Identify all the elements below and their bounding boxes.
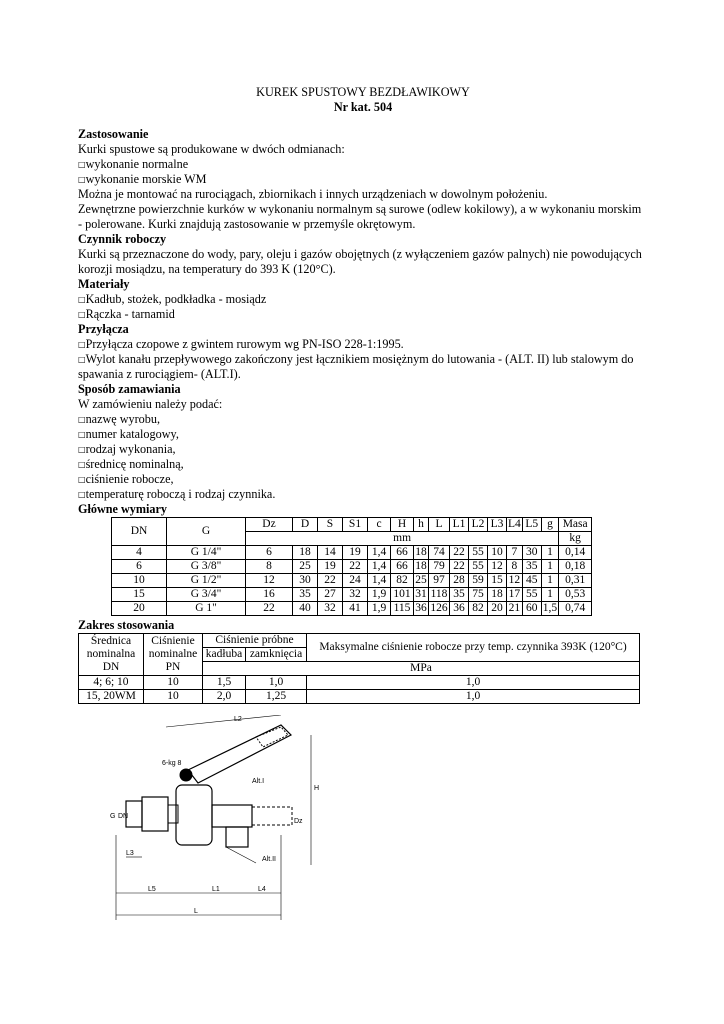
table-row [112, 588, 592, 602]
table-cell: 10 [144, 690, 203, 704]
label-h: H [314, 785, 320, 792]
list-item: □ Rączka - tarnamid [78, 307, 648, 322]
label-l4: L4 [258, 886, 266, 893]
table-cell: 22 [450, 560, 469, 574]
header-max: Maksymalne ciśnienie robocze przy temp. czynnika 393K (120°C) [307, 634, 640, 662]
heading-zakres: Zakres stosowania [78, 618, 175, 632]
table-cell: 8 [246, 560, 293, 574]
label-l1: L1 [212, 886, 220, 893]
table-cell: 18 [415, 546, 427, 558]
header-cell: L5 [522, 518, 541, 532]
table-row [112, 574, 592, 588]
header-cell: L1 [450, 518, 469, 532]
header-cell: L3 [488, 518, 507, 532]
unit-kg: kg [559, 532, 592, 546]
table-row [112, 560, 592, 574]
valve-technical-drawing [106, 715, 326, 925]
table-cell: 15 [488, 574, 507, 588]
table-cell: 101 [391, 588, 414, 602]
table-cell: 14 [318, 546, 343, 560]
table-row [112, 602, 592, 616]
table-cell: 1,5 [203, 676, 246, 690]
table-cell: 6 [246, 546, 293, 560]
range-table [78, 633, 640, 704]
table-cell: 1,25 [246, 690, 307, 704]
document-page [78, 0, 648, 704]
header-cell: g [541, 518, 558, 532]
table-cell: 66 [391, 546, 414, 560]
table-cell: 19 [343, 546, 368, 560]
table-cell: 4; 6; 10 [79, 676, 144, 690]
heading-czynnik: Czynnik roboczy [78, 232, 167, 246]
table-cell: 7 [507, 546, 523, 560]
table-cell: 28 [450, 574, 469, 588]
table-cell: 12 [507, 574, 523, 588]
table-cell: 22 [343, 560, 368, 574]
table-row [112, 546, 592, 560]
table-cell: 0,53 [559, 588, 592, 602]
table-cell: 0,14 [559, 546, 592, 560]
table-cell: 19 [318, 560, 343, 574]
table-cell: 15 [112, 588, 167, 602]
table-cell: 1,5 [542, 602, 558, 614]
table-cell: 22 [246, 602, 293, 616]
list-item: □ Przyłącza czopowe z gwintem rurowym wg PN-ISO 228-1:1995. [78, 337, 648, 352]
table-cell: 66 [391, 560, 414, 574]
table-cell: G 3/4" [167, 588, 246, 602]
table-cell: 1 [541, 560, 558, 574]
list-item: □ Wylot kanału przepływowego zakończony jest łącznikiem mosiężnym do lutowania - (ALT. II) lub stalowym do spawania z rurociągiem- (ALT.I). [78, 352, 648, 382]
table-cell: 60 [522, 602, 541, 616]
table-cell: 0,18 [559, 560, 592, 574]
header-zamkniecia: zamknięcia [246, 648, 307, 662]
table-cell: 35 [450, 588, 469, 602]
header-cell: L4 [508, 518, 521, 530]
table-cell: 36 [415, 602, 427, 614]
table-cell: 1 [541, 546, 558, 560]
table-row [79, 690, 640, 704]
label-l3: L3 [126, 850, 134, 857]
table-cell: 18 [488, 588, 507, 602]
table-cell: 12 [488, 560, 507, 574]
table-cell: 6 [112, 560, 167, 574]
table-cell: 55 [469, 546, 488, 560]
table-cell: 1,0 [307, 676, 640, 690]
unit-mm: mm [246, 532, 559, 546]
table-cell: 126 [430, 602, 448, 614]
label-l2: L2 [234, 716, 242, 723]
table-cell: 97 [429, 574, 450, 588]
unit-mpa: MPa [203, 662, 640, 676]
heading-wymiary: Główne wymiary [78, 502, 168, 516]
table-cell: 45 [522, 574, 541, 588]
heading-przylacza: Przyłącza [78, 322, 129, 336]
header-cell: h [414, 518, 429, 532]
header-probne: Ciśnienie próbne [203, 634, 307, 648]
table-cell: 18 [415, 560, 427, 572]
table-cell: 20 [488, 602, 507, 616]
table-cell: 82 [391, 574, 414, 588]
table-cell: 10 [144, 676, 203, 690]
list-item: □ temperaturę roboczą i rodzaj czynnika. [78, 487, 648, 502]
table-cell: 40 [293, 602, 318, 616]
table-cell: 79 [429, 560, 450, 574]
table-cell: 2,0 [203, 690, 246, 704]
heading-zastosowanie: Zastosowanie [78, 127, 149, 141]
table-cell: 1,0 [307, 690, 640, 704]
label-alt1: Alt.I [252, 778, 265, 785]
zamawianie-intro: W zamówieniu należy podać: [78, 397, 223, 411]
table-cell: 1,4 [368, 574, 391, 588]
table-cell: 4 [112, 546, 167, 560]
table-cell: 1 [541, 588, 558, 602]
table-cell: 21 [507, 602, 523, 616]
document-title [78, 85, 648, 115]
list-item: □ rodzaj wykonania, [78, 442, 648, 457]
header-cell: L2 [469, 518, 488, 532]
list-item: □ Kadłub, stożek, podkładka - mosiądz [78, 292, 648, 307]
dimensions-table [111, 517, 592, 616]
list-item: □ numer katalogowy, [78, 427, 648, 442]
label-alt2: Alt.II [262, 856, 277, 863]
list-item: □ ciśnienie robocze, [78, 472, 648, 487]
header-dn: Średnica nominalna DN [79, 634, 144, 676]
table-cell: G 1/4" [167, 546, 246, 560]
zastosowanie-intro: Kurki spustowe są produkowane w dwóch odmianach: [78, 142, 345, 156]
heading-zamawianie: Sposób zamawiania [78, 382, 181, 396]
header-cell: Masa [559, 518, 592, 532]
zastosowanie-p2: Zewnętrzne powierzchnie kurków w wykonaniu normalnym są surowe (odlew kokilowy), a w wykonaniu morskim - polerowane. Kurki znajdują zastosowanie w przemyśle okrętowym. [78, 202, 642, 231]
label-skg: 6-kg 8 [162, 760, 182, 767]
table-cell: 82 [469, 602, 488, 616]
header-cell: G [167, 518, 246, 546]
label-dz: Dz [294, 818, 303, 825]
table-cell: 8 [507, 560, 523, 574]
header-cell: DN [112, 518, 167, 546]
table-cell: 17 [507, 588, 523, 602]
table-cell: 0,74 [559, 602, 592, 616]
table-cell: G 1/2" [167, 574, 246, 588]
table-cell: 24 [343, 574, 368, 588]
table-cell: 0,31 [559, 574, 592, 588]
table-cell: 1 [541, 574, 558, 588]
header-cell: L [429, 518, 450, 532]
title-line-2: Nr kat. 504 [333, 100, 393, 114]
table-cell: G 1" [167, 602, 246, 616]
table-cell: 1,9 [368, 602, 391, 616]
table-cell: 32 [343, 588, 368, 602]
header-cell: D [293, 518, 318, 532]
table-cell: 35 [293, 588, 318, 602]
table-cell: 1,9 [368, 588, 391, 602]
table-cell: 30 [522, 546, 541, 560]
title-line-1: KUREK SPUSTOWY BEZDŁAWIKOWY [256, 85, 470, 99]
table-cell: 10 [488, 546, 507, 560]
table-cell: 1,4 [368, 546, 391, 560]
label-g: G [110, 813, 116, 820]
table-cell: 75 [469, 588, 488, 602]
header-kadluba: kadłuba [203, 648, 246, 662]
table-cell: 55 [522, 588, 541, 602]
header-cell: c [368, 518, 391, 532]
zastosowanie-p1: Można je montować na rurociągach, zbiornikach i innych urządzeniach w dowolnym położeniu. [78, 187, 548, 201]
table-cell: 35 [522, 560, 541, 574]
table-cell: 12 [246, 574, 293, 588]
table-cell: 1,4 [368, 560, 391, 574]
table-cell: 10 [112, 574, 167, 588]
table-row [79, 676, 640, 690]
table-cell: 25 [293, 560, 318, 574]
list-item: □ wykonanie normalne [78, 157, 648, 172]
header-cell: S1 [343, 518, 368, 532]
table-cell: 30 [293, 574, 318, 588]
table-cell: 22 [318, 574, 343, 588]
list-item: □ nazwę wyrobu, [78, 412, 648, 427]
table-cell: 25 [415, 574, 427, 586]
table-cell: 20 [112, 602, 167, 616]
list-item: □ wykonanie morskie WM [78, 172, 648, 187]
table-cell: 55 [469, 560, 488, 574]
table-cell: 36 [450, 602, 469, 616]
table-cell: 15, 20WM [79, 690, 144, 704]
heading-materialy: Materiały [78, 277, 130, 291]
list-item: □ średnicę nominalną, [78, 457, 648, 472]
table-cell: 31 [415, 588, 427, 600]
table-cell: 41 [343, 602, 368, 616]
table-cell: G 3/8" [167, 560, 246, 574]
table-cell: 115 [391, 602, 414, 616]
header-pn: Ciśnienie nominalne PN [144, 634, 203, 676]
header-cell: H [391, 518, 414, 532]
table-cell: 27 [318, 588, 343, 602]
table-cell: 118 [429, 588, 450, 602]
header-cell: Dz [246, 518, 293, 532]
table-cell: 22 [450, 546, 469, 560]
header-cell: S [318, 518, 343, 532]
table-cell: 32 [318, 602, 343, 616]
label-l5: L5 [148, 886, 156, 893]
label-dn: DN [118, 813, 129, 820]
label-l: L [194, 908, 198, 915]
czynnik-text: Kurki są przeznaczone do wody, pary, oleju i gazów obojętnych (z wyłączeniem gazów palnych) nie powodujących korozji mosiądzu, na temperatury do 393 K (120°C). [78, 247, 642, 276]
table-cell: 74 [429, 546, 450, 560]
table-cell: 18 [293, 546, 318, 560]
table-cell: 59 [469, 574, 488, 588]
table-cell: 16 [246, 588, 293, 602]
table-cell: 1,0 [246, 676, 307, 690]
